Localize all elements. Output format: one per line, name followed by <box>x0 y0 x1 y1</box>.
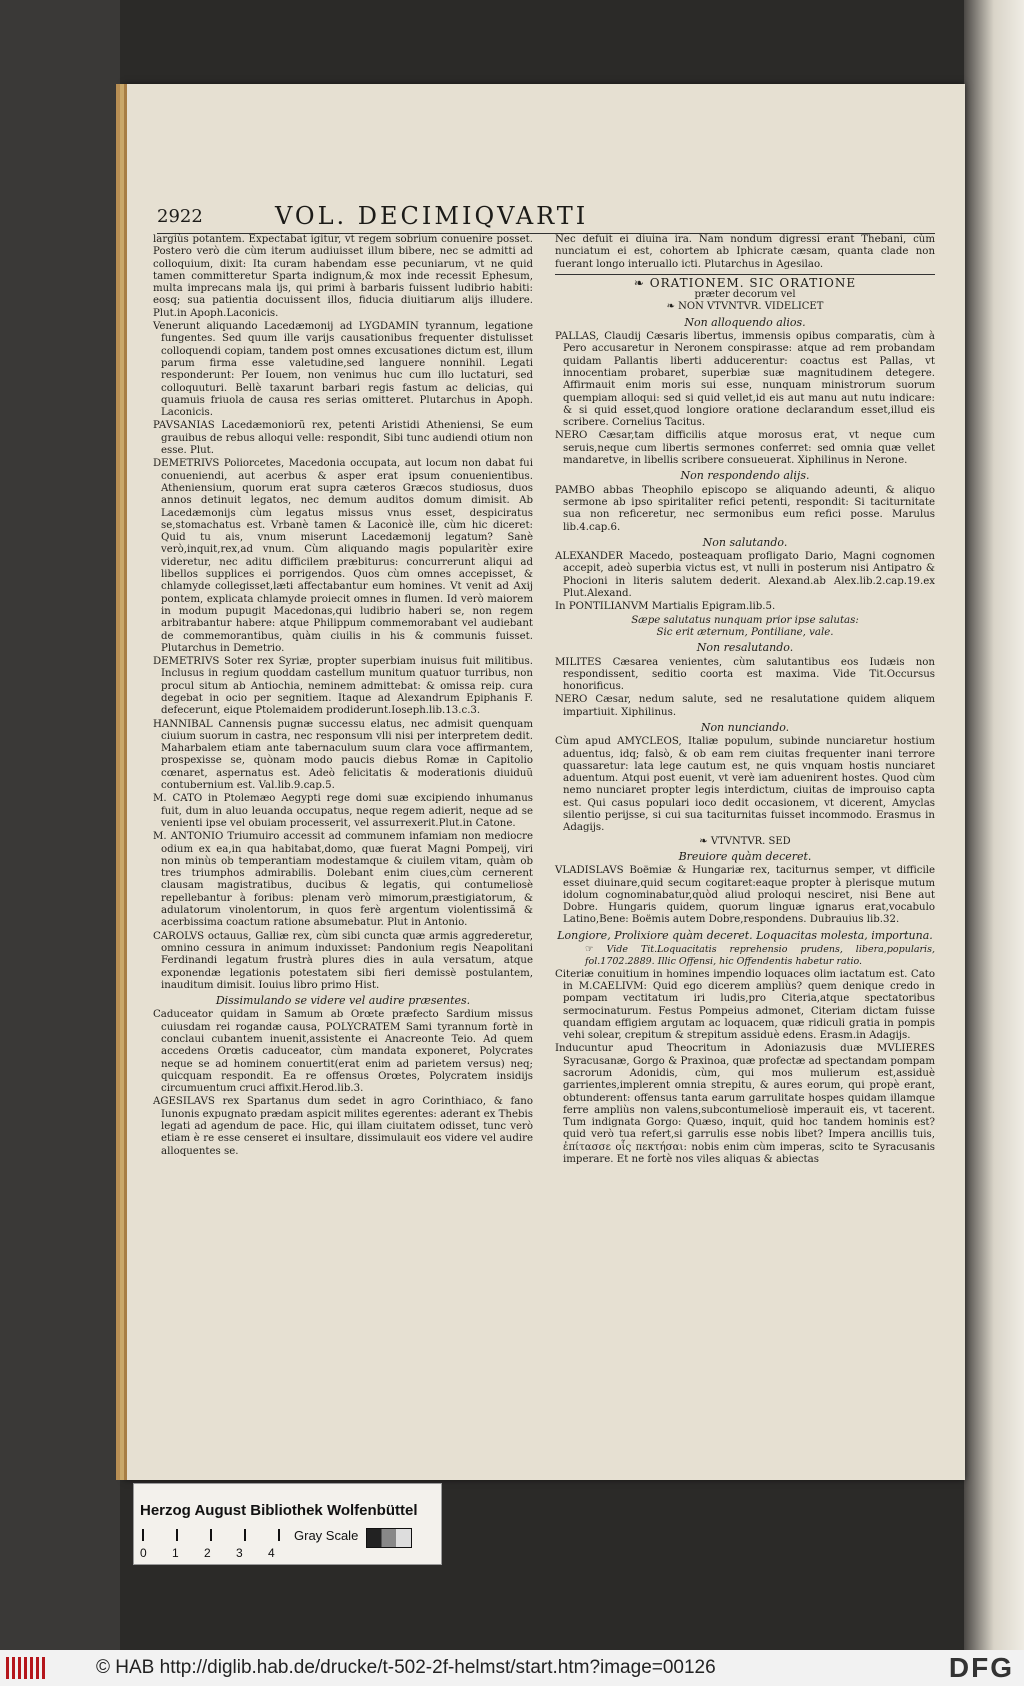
paragraph: Caduceator quidam in Samum ab Orœte præfecto Sardium missus cuiusdam rei rogandæ causa, POLYCRATEM Sami tyrannum fortè in conclaui cubantem inuenit,assistente ei Anacreonte Teio. Ad quem accedens Orœtis caduceator, cùm mandata exponeret, Polycrates neque se ad hominem conuertit(erat enim ad parietem versus) neq; quicquam respondit. Ea re offensus Orœtes, Polycratem insidijs circumuentum cruci affixit.Herod.lib.3. <box>153 1009 533 1095</box>
ruler-tick: 1 <box>172 1546 179 1560</box>
paragraph: Nec defuit ei diuina ira. Nam nondum digressi erant Thebani, cùm nunciatum ei est, cohortem ab Iphicrate cæsam, quanta clade non fuerant longo interuallo icti. Plutarchus in Agesilao. <box>555 234 935 270</box>
subheading: Non salutando. <box>702 535 788 549</box>
running-header <box>157 202 935 230</box>
library-logo-icon <box>6 1657 46 1679</box>
book-page <box>124 84 965 1480</box>
right-column <box>555 234 935 1167</box>
ruler-ticks <box>140 1546 300 1560</box>
paragraph: ALEXANDER Macedo, posteaquam profligato Dario, Magni cognomen accepit, adeò superbia victus est, vt nulli in posterum nisi Antipatro & Phocioni in literis salutem dederit. Alexand.ab Alex.lib.2.cap.19.ex Plut.Alexand. <box>555 551 935 600</box>
paragraph: DEMETRIVS Poliorcetes, Macedonia occupata, aut locum non dabat fui conueniendi, aut acerbus & asper erat ipsum conuenientibus. Atheniensium, quorum erat supra cæteros Græcos studiosus, duos annos detinuit legatos, nec demum auditos domum dimisit. Ab Lacedæmonijs cùm legatus missus vnus esset, despiciratus se,stomachatus est. Vrbanè tamen & Laconicè ille, cùm hic diceret: Quid tu ais, vnum miserunt Lacedæmonij legatum? Sanè verò,inquit,rex,ad vnum. Cùm aliquando magis popularitèr exire videretur, nec aditu difficilem præbiturus: concurrerunt aliqui ad libellos supplices ei porrigendos. Quos cùm omnes accepisset, & chlamyde collegisset,læti affectabantur eum homines. Vt venit ad Axij pontem, explicata chlamyde proiecit omnes in flumen. Id verò maiorem in modum pupugit Macedonas,qui ludibrio haberi se, non regem arbitrabantur habere: atque Philippum commemorabant vel audiebant de commemorantibus, quàm ciuilis in his & communis fuisset. Plutarchus in Demetrio. <box>153 458 533 654</box>
paragraph: Citeriæ conuitium in homines impendio loquaces olim iactatum est. Cato in M.CAELIVM: Quid ego dicerem ampliùs? quem denique credo in pompam vectitatum iri ludis,pro Citeria,atque spectatoribus sermocinaturum. Festus Pompeius admonet, Citeriam dictam fuisse quandam effigiem argutam ac loquacem, quæ ridiculi gratia in pompis vehi solear, crepitum & strepitum assiduè edens. Erasm.in Adagijs. <box>555 968 935 1042</box>
paragraph: VLADISLAVS Boëmiæ & Hungariæ rex, taciturnus semper, vt difficile esset diuinare,quid secum cogitaret:eaque propter à plerisque mutum idolum cognominabatur,quòd aliud proloqui nesciret, nisi Bene aut Dobre. Hungaris quidem, quorum linguæ ignarus erat,vocabulo Latino,Bene: Boëmis autem Dobre,respondens. Dubrauius lib.32. <box>555 865 935 926</box>
fleuron-icon: ❧ <box>699 835 708 847</box>
paragraph: HANNIBAL Cannensis pugnæ successu elatus, nec admisit quenquam ciuium suorum in castra, nec responsum vlli nisi per interpretem dedit. Maharbalem etiam ante tabernaculum suum clara voce affirmantem, prospexisse se, quònam modo paucis diebus Romæ in Capitolio cœnaret, aspernatus est. Adeò felicitatis & moderationis diuiduũ contubernium est. Val.lib.9.cap.5. <box>153 718 533 792</box>
cross-reference-text: Vide Tit.Loquacitatis reprehensio prudens, libera,popularis, fol.1702.2889. Illic Offensi, hic Offendentis habetur ratio. <box>585 944 935 968</box>
paragraph: AGESILAVS rex Spartanus dum sedet in agro Corinthiaco, & fano Iunonis expugnato prædam aspicit milites egerentes: aderant ex Thebis legati ad agendum de pace. Hic, qui illam ciuitatem odisset, tunc verò etiam è re esse censeret ei insultare, dissimulauit eos videre vel audire alloquentes se. <box>153 1096 533 1157</box>
subheading: Non resalutando. <box>696 641 794 655</box>
paragraph: Cùm apud AMYCLEOS, Italiæ populum, subinde nunciaretur hostium aduentus, idq; falsò, & ob eam rem ciuitas frequenter inani terrore quassaretur: lata lege cautum est, ne quis vnquam hostis nunciaret aduentum. Atqui post euenit, vt verè iam aduenirent hostes. Quod cùm nemo nunciaret propter legis interdictum, ciuitas de improuiso capta est. Qui casus populari ioco dedit occasionem, vt dicerent, Amyclas silentio perijsse, si cui sua taciturnitas fuisset incommodo. Erasmus in Adagijs. <box>555 736 935 834</box>
verse-line: Sic erit æternum, Pontiliane, vale. <box>656 626 834 638</box>
verse-line: Sæpe salutatus nunquam prior ipse salutas: <box>631 614 859 626</box>
paragraph: NERO Cæsar,tam difficilis atque morosus erat, vt neque cum seruis,neque cum libertis sermones conferret: sed omnia quæ vellet mandaretve, in libellis scribere consueuerat. Xiphilinus in Nerone. <box>555 430 935 467</box>
left-column <box>153 234 533 1159</box>
color-calibration-card <box>133 1483 442 1565</box>
section-subtitle: præter decorum vel <box>694 289 796 301</box>
fleuron-icon: ❧ <box>633 275 645 290</box>
subheading: Breuiore quàm deceret. <box>678 849 812 863</box>
paragraph: PALLAS, Claudij Cæsaris libertus, immensis opibus comparatis, cùm à Pero accusaretur in Neronem conspirasse: atque ad rem probandam quidam Pallantis liberti adducerentur: coactus est Pallas, vt innocentiam probaret, superbiæ suæ magnitudinem detegere. Affirmauit enim moris sui esse, nunquam ministrorum suorum quempiam alloqui: sed si quid vellet,id eis aut manu aut nutu indicare: & si quid esset,quod longiore oratione declarandum esset,illud eis scribere. Cornelius Tacitus. <box>555 331 935 429</box>
subheading: Non respondendo alijs. <box>680 469 810 483</box>
fleuron-icon: ❧ <box>666 301 675 313</box>
section-title: ORATIONEM. SIC ORATIONE <box>649 275 857 290</box>
ruler-scale <box>142 1529 282 1541</box>
paragraph: CAROLVS octauus, Galliæ rex, cùm sibi cuncta quæ armis aggrederetur, omnino cessura in animum induxisset: Pandonium regis Neapolitani Ferdinandi legatum frustrà plures dies in aula versatum, atque exponendæ legationis potestatem sibi fieri demissè postulantem, inauditum dimisit. Iouius libro primo Hist. <box>153 930 533 991</box>
section-subheading: Dissimulando se videre vel audire præsentes. <box>215 994 471 1008</box>
gray-scale-label: Gray Scale <box>294 1528 359 1543</box>
paragraph: PAVSANIAS Lacedæmoniorũ rex, petenti Aristidi Atheniensi, Se eum grauibus de rebus alloqui velle: respondit, Sibi tunc audiendi otium non esse. Plut. <box>153 420 533 457</box>
ruler-tick: 0 <box>140 1546 147 1560</box>
subheading: Longiore, Prolixiore quàm deceret. Loquacitas molesta, importuna. <box>557 928 933 942</box>
cross-reference <box>555 944 935 969</box>
paragraph: Inducuntur apud Theocritum in Adoniazusis duæ MVLIERES Syracusanæ, Gorgo & Praxinoa, quæ profectæ ad spectandam pompam sacrorum Adonidis, cùm, qui mos mulierum est,assiduè garrientes,implerent omnia strepitu, & aures eorum, qui propè erant, obtunderent: offensus tanta earum garrulitate hospes quidam illamque ferre ampliùs non valens,subcontumeliosè imperauit eis, vt tacerent. Tum indignata Gorgo: Quæso, inquit, quid hoc tandem hominis est? quid verò tua refert,si garrulis esse nobis libet? Impera ancillis tuis, ἐπίτασσε οἷς πεκτήσαι: nobis enim cùm imperas, scito te Syracusanis imperare. Et ne fortè nos viles aliquas & abiectas <box>555 1043 935 1166</box>
ruler-tick: 4 <box>268 1546 275 1560</box>
paragraph: In PONTILIANVM Martialis Epigram.lib.5. <box>555 601 776 613</box>
ruler-tick: 2 <box>204 1546 211 1560</box>
section-subtitle-text: NON VTVNTVR. VIDELICET <box>678 301 824 313</box>
ruler-tick: 3 <box>236 1546 243 1560</box>
section-heading <box>555 274 935 289</box>
page-number: 2922 <box>157 206 203 227</box>
viewer-footer <box>0 1650 1024 1686</box>
paragraph: M. ANTONIO Triumuiro accessit ad communem infamiam non mediocre odium ex ea,in qua habitabat,domo, quæ fuerat Magni Pompeij, viri non minùs ob temperantiam modestamque & ciuilem vitam, quàm ob tres triumphos admirabilis. Dolebant enim ciues,cùm cernerent clausam magistratibus, ducibus & legatis, qui contumeliosè repellebantur à foribus: plenam verò mimorum,præstigiatorum, & adulatorum vinolentorum, in quos ferè argentum violentissimã & acerbissima coactum ratione absumebatur. Plut in Antonio. <box>153 831 533 929</box>
paragraph: PAMBO abbas Theophilo episcopo se aliquando adeunti, & aliquo sermone ab ipso spiritaliter refici petenti, respondit: Si taciturnitate sua non reficeretur, nec sermonibus eum refici posse. Marulus lib.4.cap.6. <box>555 484 935 533</box>
paragraph: M. CATO in Ptolemæo Aegypti rege domi suæ excipiendo inhumanus fuit, dum in aluo leuanda occupatus, neque regem adierit, neque ad se venienti ipse vel obuiam processerit, vel assurrexerit.Plut.in Catone. <box>153 793 533 829</box>
paragraph: DEMETRIVS Soter rex Syriæ, propter superbiam inuisus fuit militibus. Inclusus in regium quoddam castellum munitum quatuor turribus, non procul situm ab Antiochia, neminem admittebat: & omissa reip. cura degebat in ocio per segnitiem. Itaque ad Alexandrum Epiphanis F. defecerunt, eique Ptolemaidem prodiderunt.Ioseph.lib.13.c.3. <box>153 656 533 717</box>
running-title: VOL. DECIMIQVARTI <box>275 202 589 230</box>
facing-page-edge <box>964 0 1024 1650</box>
section-heading-2 <box>555 836 935 848</box>
gray-scale-swatch <box>366 1528 412 1548</box>
dfg-logo: DFG <box>948 1652 1014 1683</box>
pointing-hand-icon: ☞ <box>585 944 594 956</box>
subheading: Non nunciando. <box>700 720 790 734</box>
subheading: Non alloquendo alios. <box>684 315 806 329</box>
scanner-background-left <box>0 0 120 1650</box>
section-title-2: VTVNTVR. SED <box>710 835 791 847</box>
paragraph: largiùs potantem. Expectabat igitur, vt regem sobrium conuenire posset. Postero verò die cùm iterum audiuisset illum bibere, nec se admitti ad colloquium, dixit: Ita curam habendam esse pecuniarum, vt ne quid tamen committeretur Sparta indignum,& mox inde recessit Ephesum, multa imprecans mala ijs, qui primi à barbaris fuissent ludibrio habiti: eosq; sua patientia docuissent illos, fiducia diuitiarum alijs illudere. Plut.in Apoph.Laconicis. <box>153 234 533 319</box>
section-subtitle-2 <box>555 301 935 313</box>
paragraph: NERO Cæsar, nedum salute, sed ne resalutatione quidem aliquem impartiuit. Xiphilinus. <box>555 694 935 718</box>
paragraph: MILITES Cæsarea venientes, cùm salutantibus eos Iudæis non respondissent, seditio coorta est maxima. Vide Tit.Occursus honorificus. <box>555 656 935 693</box>
paragraph: Venerunt aliquando Lacedæmonij ad LYGDAMIN tyrannum, legatione fungentes. Sed quum ille varijs causationibus frequenter distulisset colloquendi copiam, tandem post omnes excusationes dictum est, illum parum firma esse valetudine,sed languere nonnihil. Legati responderunt: Per Iouem, non venimus huc cum illo luctaturi, sed colloquuturi. Bellè taxarunt barbari regis fastum ac delicias, qui quamuis friuola de causa res serias omitteret. Plutarchus in Apoph. Laconicis. <box>153 321 533 419</box>
institution-name: Herzog August Bibliothek Wolfenbüttel <box>140 1502 418 1519</box>
source-link[interactable]: © HAB http://diglib.hab.de/drucke/t-502-2f-helmst/start.htm?image=00126 <box>96 1657 716 1678</box>
